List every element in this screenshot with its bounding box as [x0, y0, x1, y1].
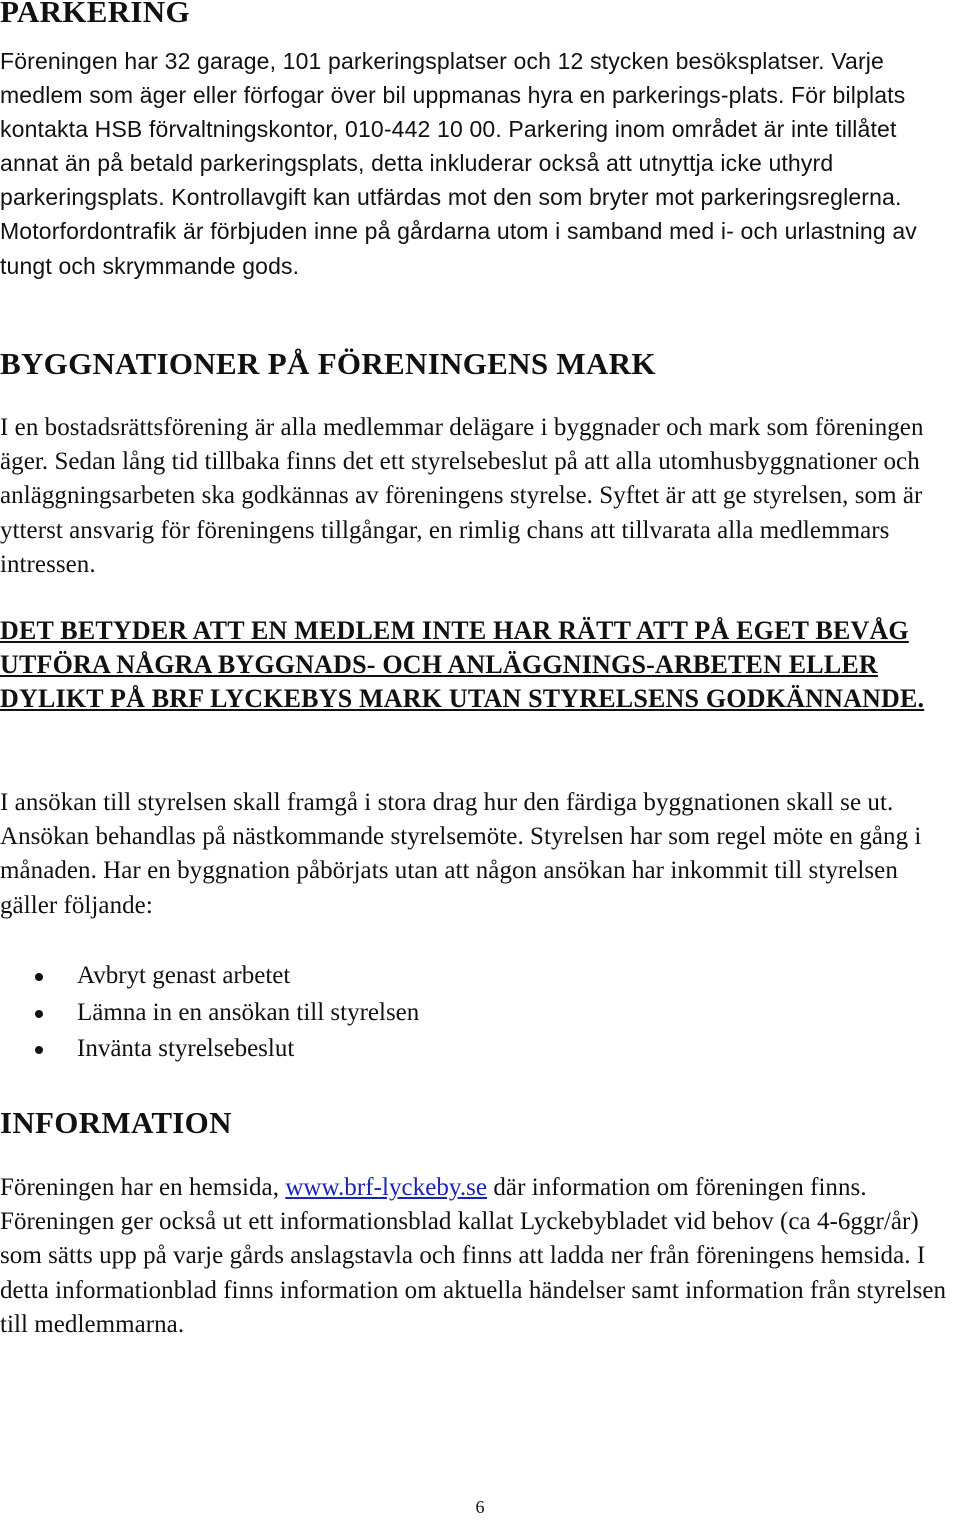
information-text-start: Föreningen har en hemsida,: [0, 1174, 286, 1201]
list-item: [0, 1031, 900, 1068]
list-item-text: Invänta styrelsebeslut: [77, 1035, 295, 1062]
parking-paragraph: Föreningen har 32 garage, 101 parkeringsplatser och 12 stycken besöksplatser. Varje medlem som äger eller förfogar över bil uppmanas hyra en parkerings-plats. För bilplats kontakta HSB förvaltningskontor, 010-442 10 00. Parkering inom området är inte tillåtet annat än på betald parkeringsplats, detta inkluderar också att utnyttja icke uthyrd parkeringsplats. Kontrollavgift kan utfärdas mot den som bryter mot parkeringsreglerna. Motorfordontrafik är förbjuden inne på gårdarna utom i samband med i- och urlastning av tungt och skrymmande gods.: [0, 48, 917, 279]
bullet-icon: [35, 973, 43, 981]
building-heading: BYGGNATIONER PÅ FÖRENINGENS MARK: [0, 346, 656, 381]
page-number: 6: [475, 1497, 485, 1517]
list-item-text: Avbryt genast arbetet: [77, 962, 291, 989]
application-paragraph: I ansökan till styrelsen skall framgå i stora drag hur den färdiga byggnationen skall se ut. Ansökan behandlas på nästkommande styrelsemöte. Styrelsen har som regel möte en gång i månaden. Har en byggnation påbörjats utan att någon ansökan har inkommit till styrelsen gäller följande:: [0, 789, 922, 919]
website-link[interactable]: www.brf-lyckeby.se: [285, 1174, 488, 1201]
parking-heading: PARKERING: [0, 0, 190, 29]
list-item: [0, 958, 900, 995]
building-notice: DET BETYDER ATT EN MEDLEM INTE HAR RÄTT ATT PÅ EGET BEVÅG UTFÖRA NÅGRA BYGGNADS- OCH ANLÄGGNINGS-ARBETEN ELLER DYLIKT PÅ BRF LYCKEBYS MARK UTAN STYRELSENS GODKÄNNANDE.: [0, 616, 925, 713]
building-paragraph: I en bostadsrättsförening är alla medlemmar delägare i byggnader och mark som föreningen äger. Sedan lång tid tillbaka finns det ett styrelsebeslut på att alla utomhusbyggnationer och anläggningsarbeten ska godkännas av föreningens styrelse. Syftet är att ge styrelsen, som är ytterst ansvarig för föreningens tillgångar, en rimlig chans att tillvarata alla medlemmars intressen.: [0, 414, 924, 578]
information-heading: INFORMATION: [0, 1105, 232, 1140]
list-item: [0, 995, 900, 1032]
action-list: [0, 958, 900, 1068]
bullet-icon: [35, 1046, 43, 1054]
bullet-icon: [35, 1010, 43, 1018]
information-paragraph: [0, 1171, 960, 1342]
information-text-end: där information om föreningen finns. Föreningen ger också ut ett informationsblad kallat Lyckebybladet vid behov (ca 4-6ggr/år) som sätts upp på varje gårds anslagstavla och finns att ladda ner från föreningens hemsida. I detta informationblad finns information om aktuella händelser samt information från styrelsen till medlemmarna.: [0, 1174, 947, 1338]
list-item-text: Lämna in en ansökan till styrelsen: [77, 998, 420, 1026]
